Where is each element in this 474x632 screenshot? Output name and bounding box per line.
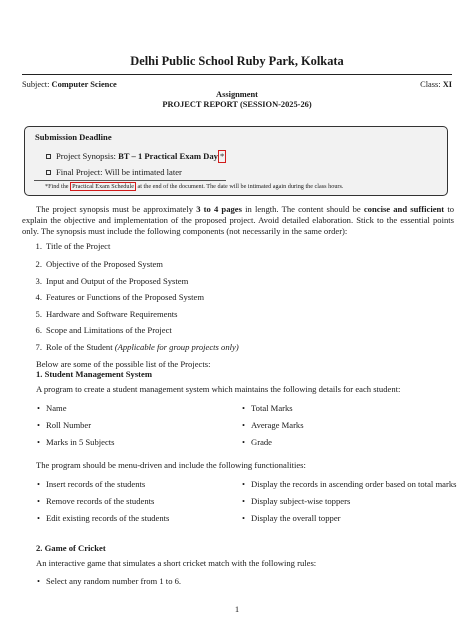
final-label: Final Project: <box>56 167 103 177</box>
list-text: Features or Functions of the Proposed System <box>46 292 205 302</box>
deadline-footnote <box>45 183 343 191</box>
checkbox-square-icon <box>46 154 51 159</box>
bullet-text: Total Marks <box>251 403 293 413</box>
list-item <box>32 309 177 320</box>
deadline-title: Submission Deadline <box>35 132 112 142</box>
subject-line <box>22 80 117 91</box>
list-item <box>32 342 239 353</box>
list-number: 3. <box>35 276 42 286</box>
school-name: Delhi Public School Ruby Park, Kolkata <box>130 54 344 68</box>
list-number: 5. <box>35 309 42 319</box>
list-text-italic: (Applicable for group projects only) <box>114 342 239 352</box>
bullet-item <box>37 496 154 507</box>
bullet-icon: • <box>242 437 246 447</box>
bullet-text: Name <box>46 403 67 413</box>
bullet-item <box>37 513 169 524</box>
project2-description: An interactive game that simulates a short cricket match with the following rules: <box>36 558 317 568</box>
bullet-icon: • <box>242 496 246 506</box>
bullet-item <box>37 437 115 448</box>
bullet-icon: • <box>37 479 41 489</box>
checkbox-square-icon <box>46 170 51 175</box>
project1-heading: 1. Student Management System <box>36 369 153 379</box>
footnote-suffix: at the end of the document. The date will be intimated again during the class hours. <box>137 183 344 190</box>
bullet-item <box>242 496 350 507</box>
bullet-icon: • <box>37 420 41 430</box>
list-number: 2. <box>35 259 42 269</box>
final-value: Will be intimated later <box>104 167 182 177</box>
intro-part1: The project synopsis must be approximately <box>36 204 197 214</box>
bullet-text: Display the overall topper <box>251 513 341 523</box>
bullet-icon: • <box>37 437 41 447</box>
list-text: Scope and Limitations of the Project <box>46 325 172 335</box>
bullet-text: Roll Number <box>46 420 92 430</box>
list-number: 4. <box>35 292 42 302</box>
bullet-text: Select any random number from 1 to 6. <box>46 576 182 586</box>
bullet-text: Grade <box>251 437 272 447</box>
subject-value: Computer Science <box>51 80 117 89</box>
project2-heading: 2. Game of Cricket <box>36 543 106 553</box>
list-item <box>32 241 110 252</box>
list-number: 6. <box>35 325 42 335</box>
assignment-heading: Assignment <box>216 90 258 99</box>
list-item <box>32 259 163 270</box>
intro-part2: in length. The content should be <box>241 204 364 214</box>
header-divider <box>22 74 452 75</box>
list-item <box>32 276 188 287</box>
list-text: Hardware and Software Requirements <box>46 309 178 319</box>
bullet-text: Display subject-wise toppers <box>251 496 351 506</box>
bullet-item <box>242 403 293 414</box>
subject-label: Subject: <box>22 80 50 89</box>
bullet-icon: • <box>242 420 246 430</box>
list-number: 7. <box>35 342 42 352</box>
bullet-icon: • <box>37 403 41 413</box>
intro-bold2: concise and sufficient <box>363 204 445 214</box>
list-item <box>32 292 204 303</box>
list-text: Title of the Project <box>46 241 111 251</box>
class-label: Class: <box>420 80 441 89</box>
list-number: 1. <box>35 241 42 251</box>
bullet-icon: • <box>37 496 41 506</box>
synopsis-value: BT – 1 Practical Exam Day <box>118 151 218 161</box>
bullet-icon: • <box>37 576 41 586</box>
bullet-icon: • <box>242 479 246 489</box>
footnote-divider <box>34 180 226 181</box>
bullet-text: Display the records in ascending order based on total marks <box>251 479 457 489</box>
final-project-row <box>46 167 182 178</box>
bullet-item <box>242 437 272 448</box>
intro-bold1: 3 to 4 pages <box>196 204 242 214</box>
synopsis-label: Project Synopsis: <box>56 151 116 161</box>
class-value: XI <box>442 80 452 89</box>
bullet-item <box>242 513 341 524</box>
bullet-item <box>37 403 67 414</box>
bullet-text: Remove records of the students <box>46 496 155 506</box>
list-text: Role of the Student <box>46 342 115 352</box>
bullet-text: Insert records of the students <box>46 479 146 489</box>
menu-intro: The program should be menu-driven and include the following functionalities: <box>36 460 306 470</box>
exam-schedule-link[interactable]: Practical Exam Schedule <box>72 183 134 190</box>
bullet-item <box>37 576 181 587</box>
class-line <box>420 80 452 91</box>
list-text: Objective of the Proposed System <box>46 259 163 269</box>
intro-paragraph <box>22 204 454 237</box>
bullet-item <box>37 420 91 431</box>
bullet-text: Edit existing records of the students <box>46 513 170 523</box>
bullet-item <box>242 420 304 431</box>
projects-intro: Below are some of the possible list of the Projects: <box>36 359 211 369</box>
project1-description: A program to create a student management system which maintains the following details for each student: <box>36 384 401 394</box>
bullet-item <box>242 479 456 490</box>
report-title: PROJECT REPORT (SESSION-2025-26) <box>162 100 312 109</box>
bullet-icon: • <box>242 403 246 413</box>
list-item <box>32 325 172 336</box>
footnote-prefix: *Find the <box>45 183 69 190</box>
bullet-text: Average Marks <box>251 420 304 430</box>
bullet-icon: • <box>37 513 41 523</box>
bullet-icon: • <box>242 513 246 523</box>
synopsis-row <box>46 150 226 163</box>
list-text: Input and Output of the Proposed System <box>46 276 189 286</box>
synopsis-footnote-link[interactable]: * <box>219 151 225 161</box>
page-number: 1 <box>234 604 240 614</box>
intro-part3: to explain the objective and implementation of the proposed project. Avoid detailed elaboration. Stick to the essential points only. The synopsis must include the following components (not necessarily in the same order): <box>22 204 455 236</box>
bullet-item <box>37 479 145 490</box>
bullet-text: Marks in 5 Subjects <box>46 437 115 447</box>
